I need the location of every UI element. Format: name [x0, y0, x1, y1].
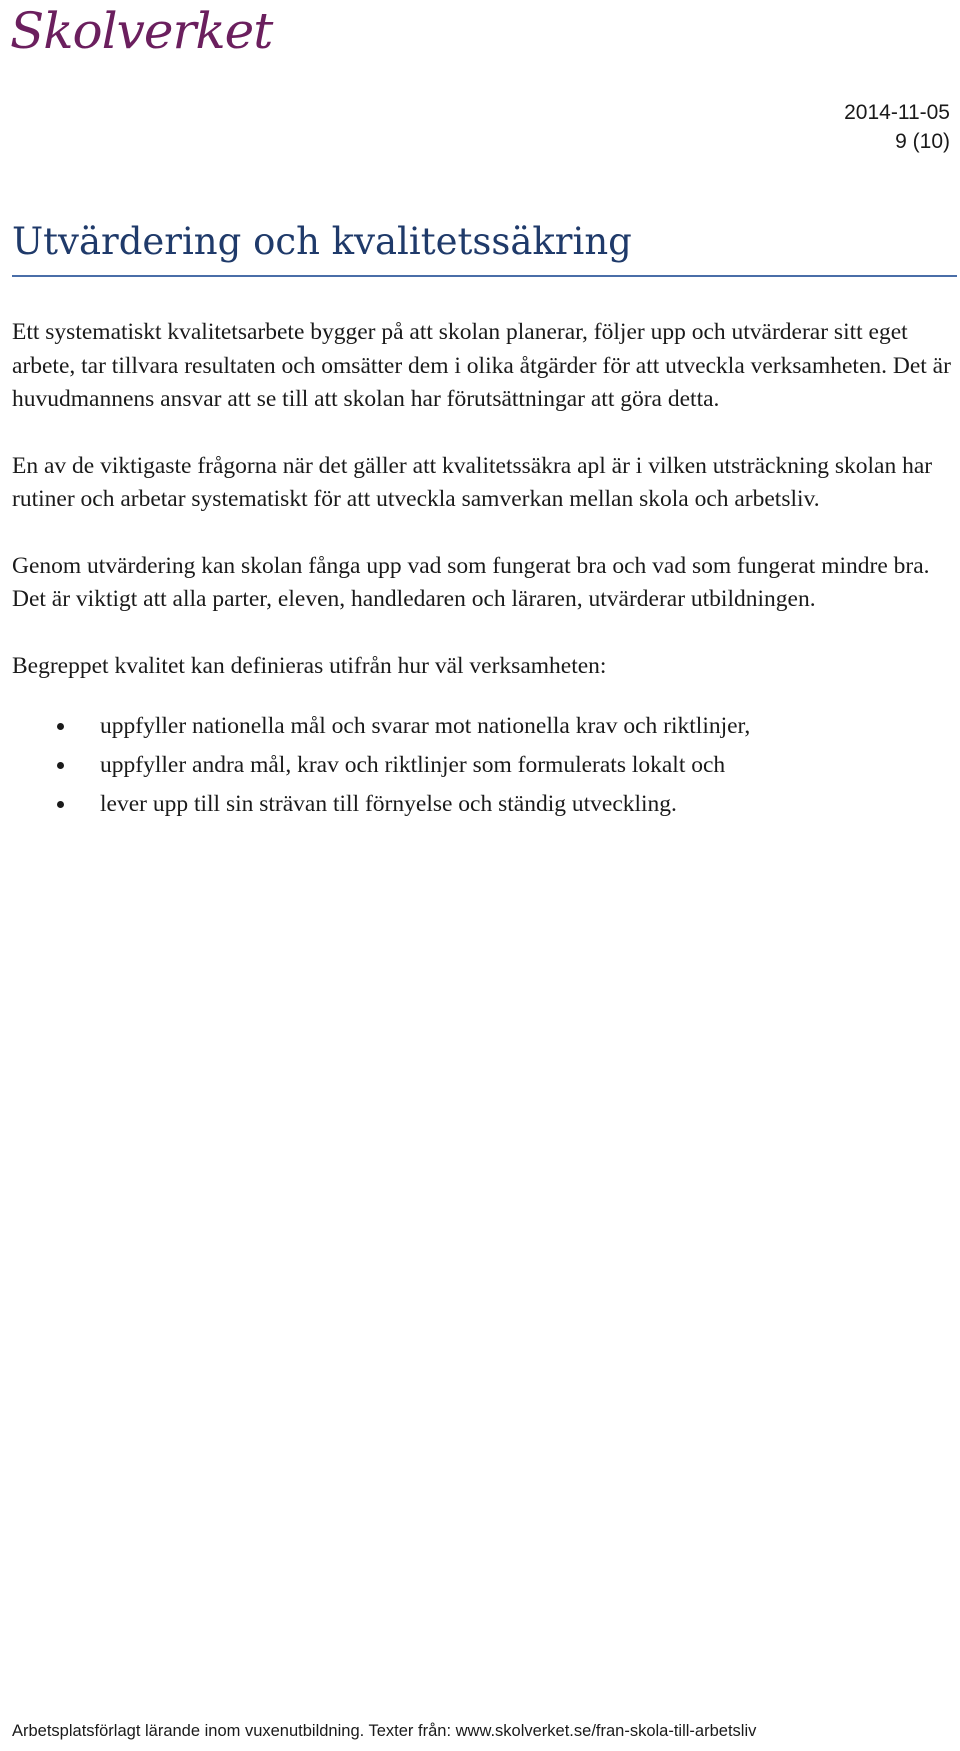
- list-item: [12, 785, 957, 824]
- page-footer: Arbetsplatsförlagt lärande inom vuxenutbildning. Texter från: www.skolverket.se/fran-skola-till-arbetsliv: [12, 1722, 757, 1740]
- document-meta: [690, 98, 950, 156]
- list-item-text: uppfyller nationella mål och svarar mot nationella krav och riktlinjer,: [100, 713, 751, 739]
- paragraph-quality-work: Ett systematiskt kvalitetsarbete bygger på att skolan planerar, följer upp och utvärderar sitt eget arbete, tar tillvara resultaten och omsätter dem i olika åtgärder för att utveckla verksamheten. Det är huvudmannens ansvar att se till att skolan har förutsättningar att göra detta.: [12, 319, 951, 412]
- paragraph-quality-definition: Begreppet kvalitet kan definieras utifrån hur väl verksamheten:: [12, 652, 607, 679]
- bullet-icon: [57, 801, 64, 808]
- title-divider: [12, 275, 957, 277]
- list-item-text: lever upp till sin strävan till förnyelse och ständig utveckling.: [100, 791, 677, 817]
- paragraph-evaluation: Genom utvärdering kan skolan fånga upp vad som fungerat bra och vad som fungerat mindre bra. Det är viktigt att alla parter, eleven, handledaren och läraren, utvärderar utbildningen.: [12, 552, 930, 612]
- document-date: 2014-11-05: [844, 101, 950, 124]
- list-item-text: uppfyller andra mål, krav och riktlinjer som formulerats lokalt och: [100, 752, 726, 778]
- document-body: [12, 316, 957, 824]
- bullet-icon: [57, 762, 64, 769]
- page-number: 9 (10): [895, 130, 950, 153]
- list-item: [12, 707, 957, 746]
- skolverket-logo: Skolverket: [10, 2, 273, 60]
- paragraph-key-question: En av de viktigaste frågorna när det gäller att kvalitetssäkra apl är i vilken utsträckning skolan har rutiner och arbetar systematiskt för att utveckla samverkan mellan skola och arbetsliv.: [12, 452, 933, 512]
- quality-criteria-list: [12, 707, 957, 824]
- page-title: Utvärdering och kvalitetssäkring: [12, 220, 632, 263]
- list-item: [12, 746, 957, 785]
- bullet-icon: [57, 723, 64, 730]
